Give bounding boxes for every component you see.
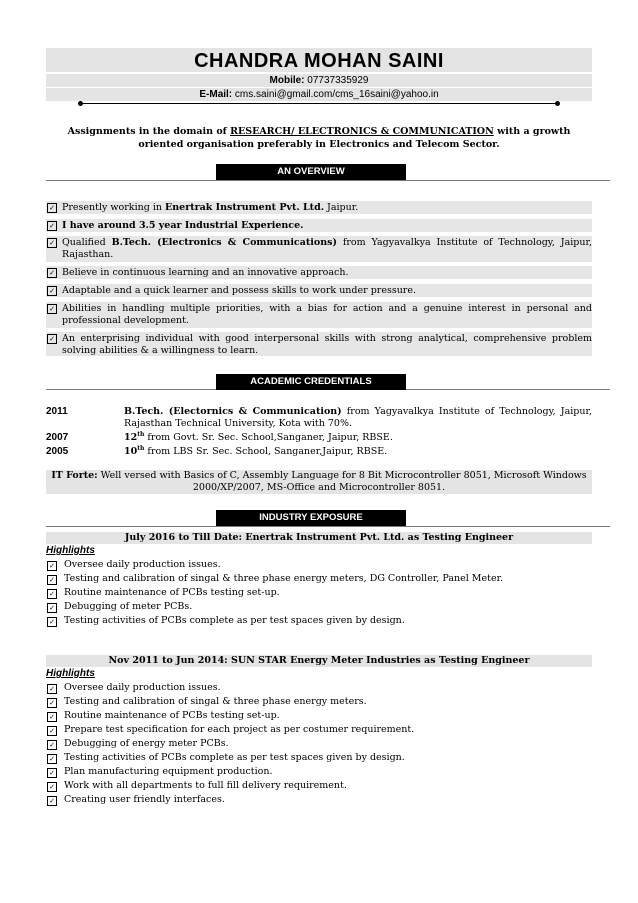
list-item-text: Oversee daily production issues. [64,559,221,570]
objective-prefix: Assignments in the domain of [67,126,231,137]
list-item-text: Creating user friendly interfaces. [64,794,225,805]
academic-year: 2005 [46,446,69,457]
checkbox-icon [47,684,57,694]
list-item-text: Debugging of meter PCBs. [64,601,193,612]
overview-text: Abilities in handling multiple priorities, with a bias for action and a genuine interest in personal and professional development. [62,303,592,326]
checkbox-icon [47,768,57,778]
academic-text: from LBS Sr. Sec. School, Sanganer,Jaipur, RBSE. [144,446,388,457]
list-item-text: Testing activities of PCBs complete as per test spaces given by design. [64,615,405,626]
checkbox-icon [47,698,57,708]
list-item [46,765,592,779]
overview-title: AN OVERVIEW [216,164,406,180]
list-item [46,572,592,586]
list-item [46,737,592,751]
overview-text: Believe in continuous learning and an innovative approach. [62,267,349,278]
overview-company: Enertrak Instrument Pvt. Ltd. [165,202,325,213]
checkbox-icon [47,268,57,278]
job-heading: July 2016 to Till Date: Enertrak Instrument Pvt. Ltd. as Testing Engineer [46,532,592,544]
overview-divider [46,180,610,181]
list-item [46,614,592,628]
academic-year: 2011 [46,406,68,417]
list-item [46,751,592,765]
checkbox-icon [47,304,57,314]
list-item-text: Routine maintenance of PCBs testing set-up. [64,587,280,598]
rule-dot-right [555,101,560,106]
overview-text: Jaipur. [324,202,359,213]
overview-item [46,284,592,297]
list-item-text: Plan manufacturing equipment production. [64,766,273,777]
checkbox-icon [47,286,57,296]
checkbox-icon [47,334,57,344]
job-heading: Nov 2011 to Jun 2014: SUN STAR Energy Meter Industries as Testing Engineer [46,655,592,667]
academic-degree: B.Tech. (Electornics & Communication) [124,406,342,417]
overview-item [46,201,592,214]
academic-year: 2007 [46,432,69,443]
email-label: E-Mail: [199,89,233,100]
checkbox-icon [47,561,57,571]
overview-text: Adaptable and a quick learner and possess skills to work under pressure. [62,285,416,296]
checkbox-icon [47,782,57,792]
list-item-text: Testing and calibration of singal & three phase energy meters, DG Controller, Panel Meter. [64,573,504,584]
overview-text: I have around 3.5 year Industrial Experience. [62,220,304,231]
overview-item [46,236,592,262]
objective-suffix: with a growth oriented organisation preferably in Electronics and Telecom Sector. [138,126,571,150]
email-line [46,88,592,101]
list-item [46,695,592,709]
checkbox-icon [47,575,57,585]
academic-text: from Yagyavalkya Institute of Technology, Jaipur, Rajasthan Technical University, Kota with 70%. [124,406,592,429]
industry-divider [46,526,610,527]
checkbox-icon [47,740,57,750]
list-item-text: Testing and calibration of singal & three phase energy meters. [64,696,367,707]
header-rule [80,103,558,104]
highlights-label: Highlights [46,668,95,679]
list-item-text: Prepare test specification for each project as per costumer requirement. [64,724,415,735]
checkbox-icon [47,221,57,231]
checkbox-icon [47,617,57,627]
list-item-text: Work with all departments to full fill delivery requirement. [64,780,347,791]
overview-text: Qualified [62,237,112,248]
overview-text: from Yagyavalkya Institute of Technology, Jaipur, Rajasthan. [62,237,592,260]
academic-class-suffix: th [137,430,145,438]
industry-title: INDUSTRY EXPOSURE [216,510,406,526]
checkbox-icon [47,238,57,248]
academic-row [46,446,592,458]
overview-item [46,302,592,328]
checkbox-icon [47,712,57,722]
candidate-name: CHANDRA MOHAN SAINI [46,48,592,72]
checkbox-icon [47,203,57,213]
list-item-text: Debugging of energy meter PCBs. [64,738,229,749]
academic-class-suffix: th [137,444,145,452]
list-item-text: Oversee daily production issues. [64,682,221,693]
list-item [46,709,592,723]
academic-row [46,406,592,430]
checkbox-icon [47,589,57,599]
overview-degree: B.Tech. (Electronics & Communications) [111,237,337,248]
it-forte [46,470,592,494]
career-objective [50,125,588,151]
mobile-label: Mobile: [269,75,305,86]
list-item [46,586,592,600]
academic-text: from Govt. Sr. Sec. School,Sanganer, Jaipur, RBSE. [144,432,393,443]
academic-title: ACADEMIC CREDENTIALS [216,374,406,390]
overview-text: An enterprising individual with good interpersonal skills with strong analytical, comprehensive problem solving abilities & a willingness to learn. [62,333,592,356]
list-item-text: Testing activities of PCBs complete as per test spaces given by design. [64,752,405,763]
list-item [46,681,592,695]
list-item [46,558,592,572]
overview-text: Presently working in [62,202,165,213]
list-item [46,779,592,793]
mobile-line [46,74,592,87]
academic-class: 10 [124,446,138,457]
academic-row [46,432,592,444]
checkbox-icon [47,754,57,764]
list-item [46,793,592,807]
overview-item [46,332,592,356]
checkbox-icon [47,726,57,736]
mobile-number: 07737335929 [307,75,369,86]
academic-class: 12 [124,432,138,443]
it-forte-label: IT Forte: [51,470,98,481]
overview-item [46,219,592,232]
list-item [46,723,592,737]
overview-item [46,266,592,279]
list-item [46,600,592,614]
it-forte-text: Well versed with Basics of C, Assembly Language for 8 Bit Microcontroller 8051, Microsoft Windows 2000/XP/2007, MS-Office and Microcontroller 8051. [97,470,587,493]
checkbox-icon [47,603,57,613]
list-item-text: Routine maintenance of PCBs testing set-up. [64,710,280,721]
highlights-label: Highlights [46,545,95,556]
objective-domain: RESEARCH/ ELECTRONICS & COMMUNICATION [230,126,494,137]
checkbox-icon [47,796,57,806]
email-address: cms.saini@gmail.com/cms_16saini@yahoo.in [234,89,439,100]
